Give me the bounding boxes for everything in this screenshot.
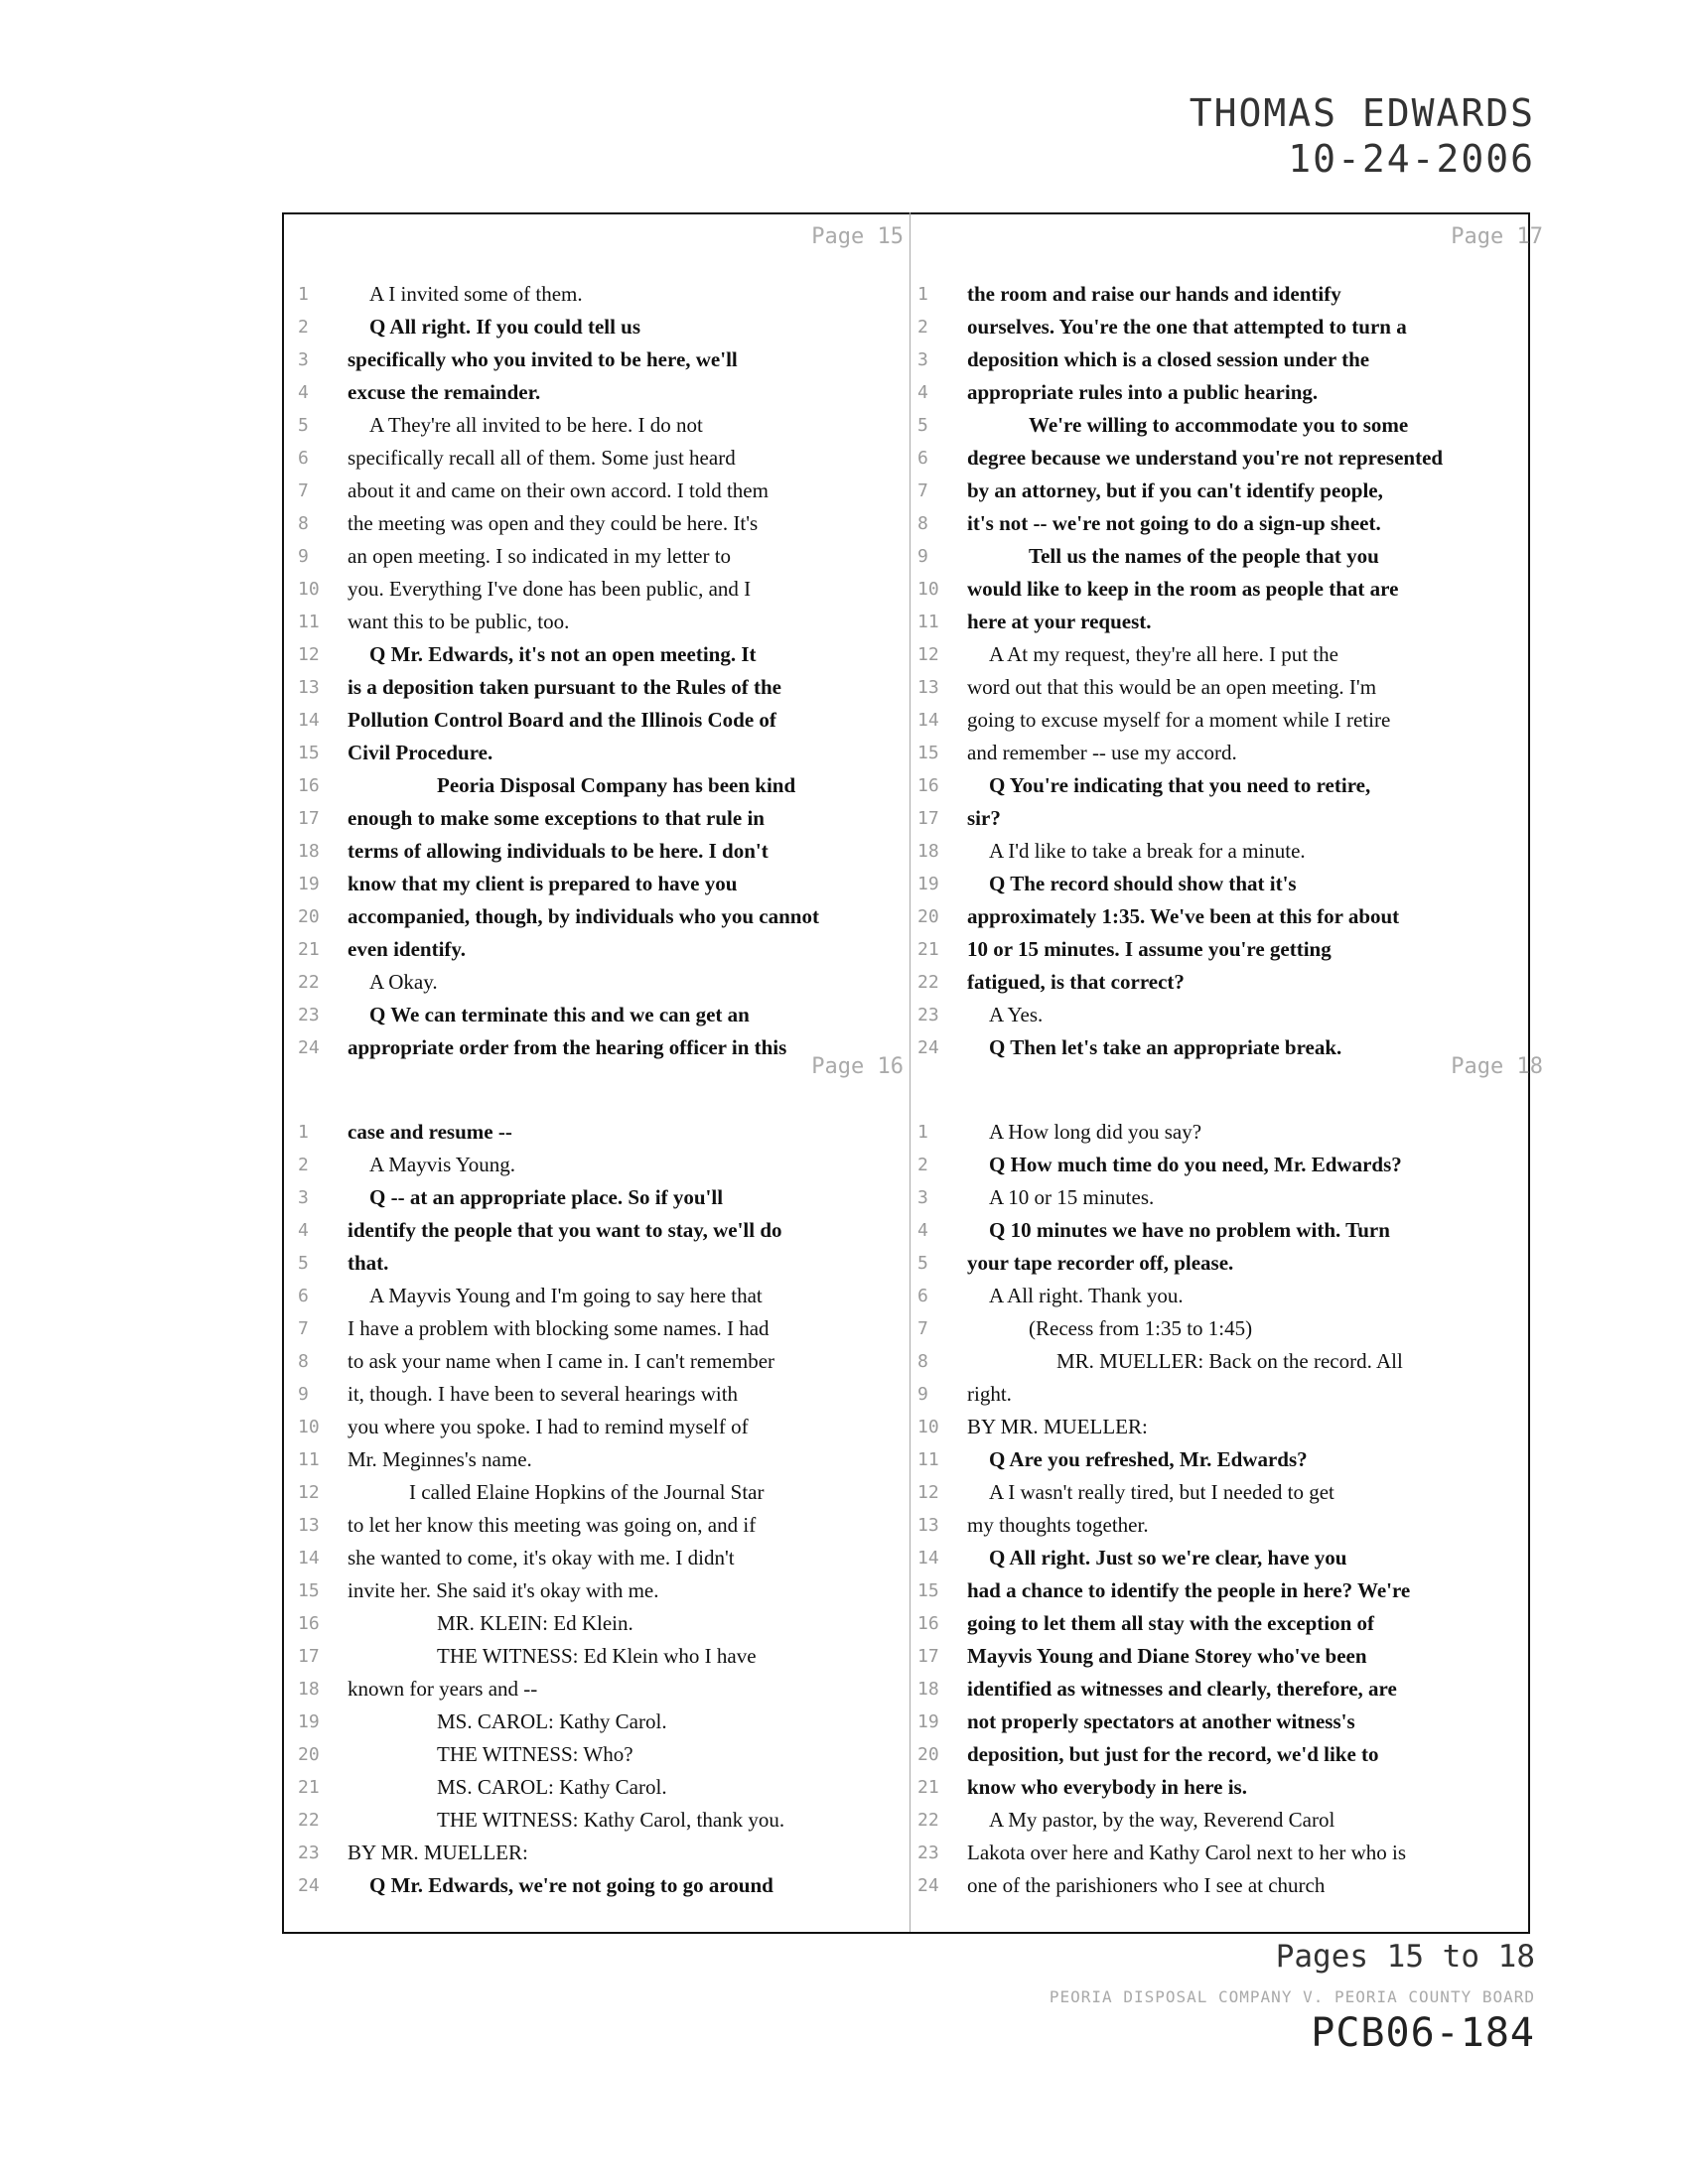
line-text: Q The record should show that it's: [989, 872, 1297, 895]
page-label: Page 16: [811, 1054, 904, 1079]
transcript-line: [298, 1574, 933, 1607]
transcript-line: [917, 1771, 1553, 1804]
line-number: 9: [298, 1384, 309, 1405]
line-text: even identify.: [348, 937, 466, 961]
deposition-date: 10-24-2006: [1288, 137, 1535, 181]
line-number: 17: [298, 1646, 320, 1667]
line-text: accompanied, though, by individuals who you cannot: [348, 904, 819, 928]
line-text: here at your request.: [967, 610, 1152, 633]
line-number: 16: [298, 775, 320, 796]
line-number: 8: [917, 1351, 928, 1372]
line-number: 24: [917, 1037, 939, 1058]
line-number: 4: [298, 1220, 309, 1241]
line-text: A Mayvis Young and I'm going to say here that: [369, 1284, 763, 1307]
transcript-line: [298, 1509, 933, 1542]
transcript-line: [298, 1607, 933, 1640]
transcript-line: [298, 999, 933, 1031]
transcript-line: [298, 1771, 933, 1804]
line-text: Q Mr. Edwards, it's not an open meeting. It: [369, 642, 757, 666]
line-text: MS. CAROL: Kathy Carol.: [437, 1775, 667, 1799]
line-number: 9: [298, 546, 309, 567]
transcript-line: [298, 475, 933, 507]
line-text: not properly spectators at another witness's: [967, 1709, 1355, 1733]
line-text: Peoria Disposal Company has been kind: [437, 773, 796, 797]
line-text: an open meeting. I so indicated in my letter to: [348, 544, 732, 568]
line-number: 10: [298, 1417, 320, 1437]
line-number: 21: [298, 939, 320, 960]
transcript-line: [917, 1411, 1553, 1443]
transcript-line: [917, 1869, 1553, 1902]
page-label: Page 18: [1451, 1054, 1543, 1079]
line-text: Q How much time do you need, Mr. Edwards?: [989, 1153, 1402, 1176]
witness-name: THOMAS EDWARDS: [1189, 91, 1535, 135]
line-number: 22: [917, 1810, 939, 1831]
line-text: I have a problem with blocking some names. I had: [348, 1316, 770, 1340]
line-text: MR. MUELLER: Back on the record. All: [1056, 1349, 1403, 1373]
line-text: going to excuse myself for a moment while I retire: [967, 708, 1391, 732]
transcript-line: [917, 409, 1553, 442]
line-number: 22: [298, 972, 320, 993]
line-text: my thoughts together.: [967, 1513, 1149, 1537]
line-number: 24: [298, 1875, 320, 1896]
line-number: 5: [917, 415, 928, 436]
transcript-line: [298, 1804, 933, 1837]
line-number: 18: [298, 841, 320, 862]
transcript-line: [917, 507, 1553, 540]
line-number: 19: [917, 874, 939, 894]
transcript-line: [917, 671, 1553, 704]
page-label: Page 17: [1451, 224, 1543, 249]
transcript-line: [917, 1247, 1553, 1280]
line-text: A I invited some of them.: [369, 282, 583, 306]
transcript-line: [917, 573, 1553, 606]
line-number: 14: [917, 710, 939, 731]
transcript-page: [298, 220, 904, 1059]
line-text: that.: [348, 1251, 389, 1275]
transcript-line: [917, 1706, 1553, 1738]
line-number: 6: [917, 448, 928, 469]
transcript-line: [917, 278, 1553, 311]
line-number: 2: [917, 317, 928, 338]
line-number: 1: [917, 284, 928, 305]
line-text: Q Then let's take an appropriate break.: [989, 1035, 1342, 1059]
transcript-line: [917, 1443, 1553, 1476]
transcript-line: [917, 737, 1553, 769]
line-number: 7: [917, 480, 928, 501]
transcript-line: [917, 704, 1553, 737]
line-text: terms of allowing individuals to be here. I don't: [348, 839, 769, 863]
line-text: Pollution Control Board and the Illinois Code of: [348, 708, 776, 732]
line-number: 9: [917, 546, 928, 567]
line-number: 13: [917, 1515, 939, 1536]
transcript-line: [298, 1476, 933, 1509]
line-number: 4: [298, 382, 309, 403]
transcript-line: [298, 1640, 933, 1673]
transcript-line: [917, 1116, 1553, 1149]
line-number: 21: [917, 1777, 939, 1798]
line-text: you. Everything I've done has been public, and I: [348, 577, 752, 601]
line-number: 3: [298, 1187, 309, 1208]
line-text: BY MR. MUELLER:: [967, 1415, 1148, 1438]
line-text: A Okay.: [369, 970, 438, 994]
line-number: 3: [917, 349, 928, 370]
page-label: Page 15: [811, 224, 904, 249]
transcript-line: [298, 1738, 933, 1771]
transcript-line: [917, 1181, 1553, 1214]
line-number: 1: [917, 1122, 928, 1143]
line-text: We're willing to accommodate you to some: [1029, 413, 1409, 437]
transcript-line: [917, 1476, 1553, 1509]
line-number: 24: [298, 1037, 320, 1058]
line-text: it's not -- we're not going to do a sign-up sheet.: [967, 511, 1381, 535]
line-text: Lakota over here and Kathy Carol next to her who is: [967, 1841, 1407, 1864]
transcript-line: [917, 1280, 1553, 1312]
transcript-line: [298, 278, 933, 311]
line-number: 10: [298, 579, 320, 600]
line-text: it, though. I have been to several hearings with: [348, 1382, 739, 1406]
transcript-line: [917, 1345, 1553, 1378]
transcript-line: [917, 311, 1553, 343]
transcript-line: [917, 606, 1553, 638]
line-text: fatigued, is that correct?: [967, 970, 1185, 994]
line-number: 20: [917, 1744, 939, 1765]
transcript-line: [298, 507, 933, 540]
transcript-line: [298, 1312, 933, 1345]
line-text: want this to be public, too.: [348, 610, 570, 633]
line-number: 18: [917, 1679, 939, 1700]
line-number: 14: [298, 710, 320, 731]
line-number: 22: [917, 972, 939, 993]
line-text: identify the people that you want to stay, we'll do: [348, 1218, 782, 1242]
transcript-line: [917, 868, 1553, 900]
line-text: Q 10 minutes we have no problem with. Turn: [989, 1218, 1390, 1242]
line-text: specifically recall all of them. Some just heard: [348, 446, 736, 470]
line-text: Civil Procedure.: [348, 741, 493, 764]
line-number: 19: [298, 874, 320, 894]
line-number: 1: [298, 1122, 309, 1143]
line-number: 19: [917, 1711, 939, 1732]
line-text: she wanted to come, it's okay with me. I didn't: [348, 1546, 735, 1570]
transcript-line: [917, 835, 1553, 868]
line-number: 8: [917, 513, 928, 534]
line-text: you where you spoke. I had to remind myself of: [348, 1415, 749, 1438]
line-text: A Yes.: [989, 1003, 1044, 1026]
transcript-line: [298, 1542, 933, 1574]
transcript-line: [298, 1378, 933, 1411]
line-number: 19: [298, 1711, 320, 1732]
line-text: to let her know this meeting was going on, and if: [348, 1513, 757, 1537]
line-number: 23: [298, 1005, 320, 1025]
line-text: BY MR. MUELLER:: [348, 1841, 528, 1864]
line-number: 13: [917, 677, 939, 698]
transcript-line: [917, 638, 1553, 671]
line-text: sir?: [967, 806, 1001, 830]
line-text: Mr. Meginnes's name.: [348, 1447, 532, 1471]
line-number: 12: [298, 644, 320, 665]
transcript-page: [917, 220, 1543, 1059]
line-number: 20: [298, 1744, 320, 1765]
case-caption: PEORIA DISPOSAL COMPANY V. PEORIA COUNTY BOARD: [1049, 1987, 1535, 2006]
line-number: 2: [917, 1155, 928, 1175]
transcript-line: [298, 1247, 933, 1280]
line-number: 13: [298, 677, 320, 698]
line-text: approximately 1:35. We've been at this for about: [967, 904, 1400, 928]
line-text: Q You're indicating that you need to retire,: [989, 773, 1371, 797]
line-text: know that my client is prepared to have you: [348, 872, 738, 895]
line-text: one of the parishioners who I see at church: [967, 1873, 1326, 1897]
line-text: 10 or 15 minutes. I assume you're getting: [967, 937, 1332, 961]
line-number: 8: [298, 1351, 309, 1372]
line-number: 14: [298, 1548, 320, 1569]
transcript-line: [298, 1869, 933, 1902]
line-text: the room and raise our hands and identify: [967, 282, 1341, 306]
line-number: 23: [917, 1005, 939, 1025]
line-text: ourselves. You're the one that attempted to turn a: [967, 315, 1407, 339]
line-number: 8: [298, 513, 309, 534]
transcript-page: [917, 1054, 1543, 1918]
line-text: THE WITNESS: Kathy Carol, thank you.: [437, 1808, 785, 1832]
line-text: known for years and --: [348, 1677, 538, 1701]
transcript-line: [298, 1181, 933, 1214]
line-number: 12: [298, 1482, 320, 1503]
line-text: appropriate rules into a public hearing.: [967, 380, 1319, 404]
transcript-line: [298, 409, 933, 442]
line-text: A I wasn't really tired, but I needed to get: [989, 1480, 1334, 1504]
transcript-line: [298, 1411, 933, 1443]
line-text: enough to make some exceptions to that rule in: [348, 806, 765, 830]
line-text: is a deposition taken pursuant to the Rules of the: [348, 675, 781, 699]
line-text: degree because we understand you're not represented: [967, 446, 1444, 470]
line-text: Q Are you refreshed, Mr. Edwards?: [989, 1447, 1308, 1471]
line-text: A At my request, they're all here. I put the: [989, 642, 1338, 666]
line-number: 17: [917, 1646, 939, 1667]
transcript-page: [298, 1054, 904, 1918]
line-text: identified as witnesses and clearly, therefore, are: [967, 1677, 1397, 1701]
line-number: 7: [917, 1318, 928, 1339]
transcript-line: [298, 1116, 933, 1149]
transcript-line: [917, 442, 1553, 475]
transcript-line: [917, 1640, 1553, 1673]
transcript-line: [298, 1214, 933, 1247]
line-text: had a chance to identify the people in here? We're: [967, 1578, 1411, 1602]
line-number: 2: [298, 1155, 309, 1175]
transcript-line: [917, 999, 1553, 1031]
line-text: excuse the remainder.: [348, 380, 541, 404]
line-text: case and resume --: [348, 1120, 512, 1144]
line-number: 15: [298, 743, 320, 763]
transcript-line: [298, 1706, 933, 1738]
line-number: 2: [298, 317, 309, 338]
line-text: by an attorney, but if you can't identify people,: [967, 478, 1383, 502]
transcript-line: [298, 376, 933, 409]
line-number: 7: [298, 1318, 309, 1339]
transcript-line: [917, 475, 1553, 507]
transcript-line: [298, 835, 933, 868]
transcript-line: [917, 1837, 1553, 1869]
line-text: appropriate order from the hearing officer in this: [348, 1035, 787, 1059]
transcript-line: [917, 1509, 1553, 1542]
transcript-line: [298, 1673, 933, 1706]
line-text: specifically who you invited to be here, we'll: [348, 347, 738, 371]
line-text: Tell us the names of the people that you: [1029, 544, 1379, 568]
line-text: about it and came on their own accord. I told them: [348, 478, 769, 502]
line-number: 7: [298, 480, 309, 501]
transcript-line: [298, 671, 933, 704]
line-number: 6: [917, 1286, 928, 1306]
line-text: know who everybody in here is.: [967, 1775, 1247, 1799]
line-text: to ask your name when I came in. I can't remember: [348, 1349, 775, 1373]
line-number: 5: [917, 1253, 928, 1274]
transcript-line: [917, 1607, 1553, 1640]
transcript-line: [298, 343, 933, 376]
line-text: your tape recorder off, please.: [967, 1251, 1234, 1275]
line-number: 4: [917, 382, 928, 403]
transcript-line: [917, 1149, 1553, 1181]
line-text: MS. CAROL: Kathy Carol.: [437, 1709, 667, 1733]
line-number: 14: [917, 1548, 939, 1569]
line-text: going to let them all stay with the exception of: [967, 1611, 1375, 1635]
line-text: right.: [967, 1382, 1012, 1406]
case-number: PCB06-184: [1311, 2010, 1535, 2056]
line-number: 16: [298, 1613, 320, 1634]
line-text: and remember -- use my accord.: [967, 741, 1237, 764]
line-number: 12: [917, 644, 939, 665]
line-number: 5: [298, 415, 309, 436]
line-text: Q -- at an appropriate place. So if you'll: [369, 1185, 724, 1209]
transcript-line: [298, 638, 933, 671]
line-text: Q All right. Just so we're clear, have you: [989, 1546, 1347, 1570]
line-text: THE WITNESS: Who?: [437, 1742, 633, 1766]
line-text: A My pastor, by the way, Reverend Carol: [989, 1808, 1335, 1832]
line-text: deposition which is a closed session under the: [967, 347, 1370, 371]
line-number: 15: [917, 1580, 939, 1601]
line-text: A They're all invited to be here. I do not: [369, 413, 703, 437]
line-text: A Mayvis Young.: [369, 1153, 516, 1176]
line-number: 11: [917, 1449, 939, 1470]
line-number: 21: [298, 1777, 320, 1798]
line-text: invite her. She said it's okay with me.: [348, 1578, 659, 1602]
line-text: the meeting was open and they could be here. It's: [348, 511, 759, 535]
transcript-line: [917, 1214, 1553, 1247]
line-text: A All right. Thank you.: [989, 1284, 1184, 1307]
line-number: 23: [917, 1843, 939, 1863]
line-text: deposition, but just for the record, we'd like to: [967, 1742, 1379, 1766]
transcript-line: [298, 442, 933, 475]
transcript-line: [917, 376, 1553, 409]
line-text: word out that this would be an open meeting. I'm: [967, 675, 1377, 699]
line-number: 22: [298, 1810, 320, 1831]
line-number: 20: [917, 906, 939, 927]
line-text: would like to keep in the room as people that are: [967, 577, 1399, 601]
transcript-line: [298, 900, 933, 933]
line-number: 6: [298, 448, 309, 469]
line-number: 21: [917, 939, 939, 960]
line-number: 11: [298, 1449, 320, 1470]
line-number: 18: [917, 841, 939, 862]
transcript-line: [917, 1673, 1553, 1706]
transcript-line: [298, 1149, 933, 1181]
transcript-line: [298, 966, 933, 999]
line-number: 18: [298, 1679, 320, 1700]
line-number: 17: [917, 808, 939, 829]
transcript-line: [298, 802, 933, 835]
line-number: 3: [917, 1187, 928, 1208]
line-number: 10: [917, 579, 939, 600]
transcript-line: [917, 1312, 1553, 1345]
transcript-line: [298, 769, 933, 802]
line-number: 15: [298, 1580, 320, 1601]
line-number: 6: [298, 1286, 309, 1306]
line-number: 23: [298, 1843, 320, 1863]
line-number: 11: [917, 612, 939, 632]
transcript-line: [917, 343, 1553, 376]
transcript-line: [917, 540, 1553, 573]
transcript-line: [917, 966, 1553, 999]
transcript-line: [298, 868, 933, 900]
line-number: 10: [917, 1417, 939, 1437]
transcript-line: [298, 737, 933, 769]
line-text: Q All right. If you could tell us: [369, 315, 641, 339]
transcript-line: [298, 704, 933, 737]
line-text: A 10 or 15 minutes.: [989, 1185, 1155, 1209]
line-number: 5: [298, 1253, 309, 1274]
transcript-line: [917, 1804, 1553, 1837]
line-text: A How long did you say?: [989, 1120, 1202, 1144]
transcript-line: [917, 802, 1553, 835]
line-text: Q Mr. Edwards, we're not going to go around: [369, 1873, 773, 1897]
line-number: 20: [298, 906, 320, 927]
line-text: A I'd like to take a break for a minute.: [989, 839, 1306, 863]
transcript-line: [298, 1443, 933, 1476]
transcript-line: [298, 311, 933, 343]
transcript-line: [917, 1574, 1553, 1607]
line-number: 9: [917, 1384, 928, 1405]
transcript-line: [917, 1738, 1553, 1771]
line-text: Q We can terminate this and we can get an: [369, 1003, 750, 1026]
line-text: Mayvis Young and Diane Storey who've been: [967, 1644, 1367, 1668]
transcript-line: [917, 933, 1553, 966]
transcript-line: [298, 1280, 933, 1312]
transcript-line: [298, 606, 933, 638]
line-text: THE WITNESS: Ed Klein who I have: [437, 1644, 757, 1668]
page-range: Pages 15 to 18: [1275, 1939, 1535, 1975]
line-number: 12: [917, 1482, 939, 1503]
line-number: 13: [298, 1515, 320, 1536]
line-number: 3: [298, 349, 309, 370]
line-text: I called Elaine Hopkins of the Journal Star: [409, 1480, 765, 1504]
line-number: 17: [298, 808, 320, 829]
transcript-line: [298, 573, 933, 606]
transcript-line: [298, 1345, 933, 1378]
line-number: 4: [917, 1220, 928, 1241]
transcript-line: [298, 1837, 933, 1869]
line-number: 24: [917, 1875, 939, 1896]
transcript-line: [298, 933, 933, 966]
line-number: 16: [917, 775, 939, 796]
transcript-line: [917, 1378, 1553, 1411]
line-number: 15: [917, 743, 939, 763]
line-number: 1: [298, 284, 309, 305]
line-number: 11: [298, 612, 320, 632]
line-text: MR. KLEIN: Ed Klein.: [437, 1611, 633, 1635]
transcript-line: [917, 769, 1553, 802]
transcript-line: [917, 900, 1553, 933]
line-number: 16: [917, 1613, 939, 1634]
line-text: (Recess from 1:35 to 1:45): [1029, 1316, 1253, 1340]
transcript-line: [298, 540, 933, 573]
transcript-line: [917, 1542, 1553, 1574]
